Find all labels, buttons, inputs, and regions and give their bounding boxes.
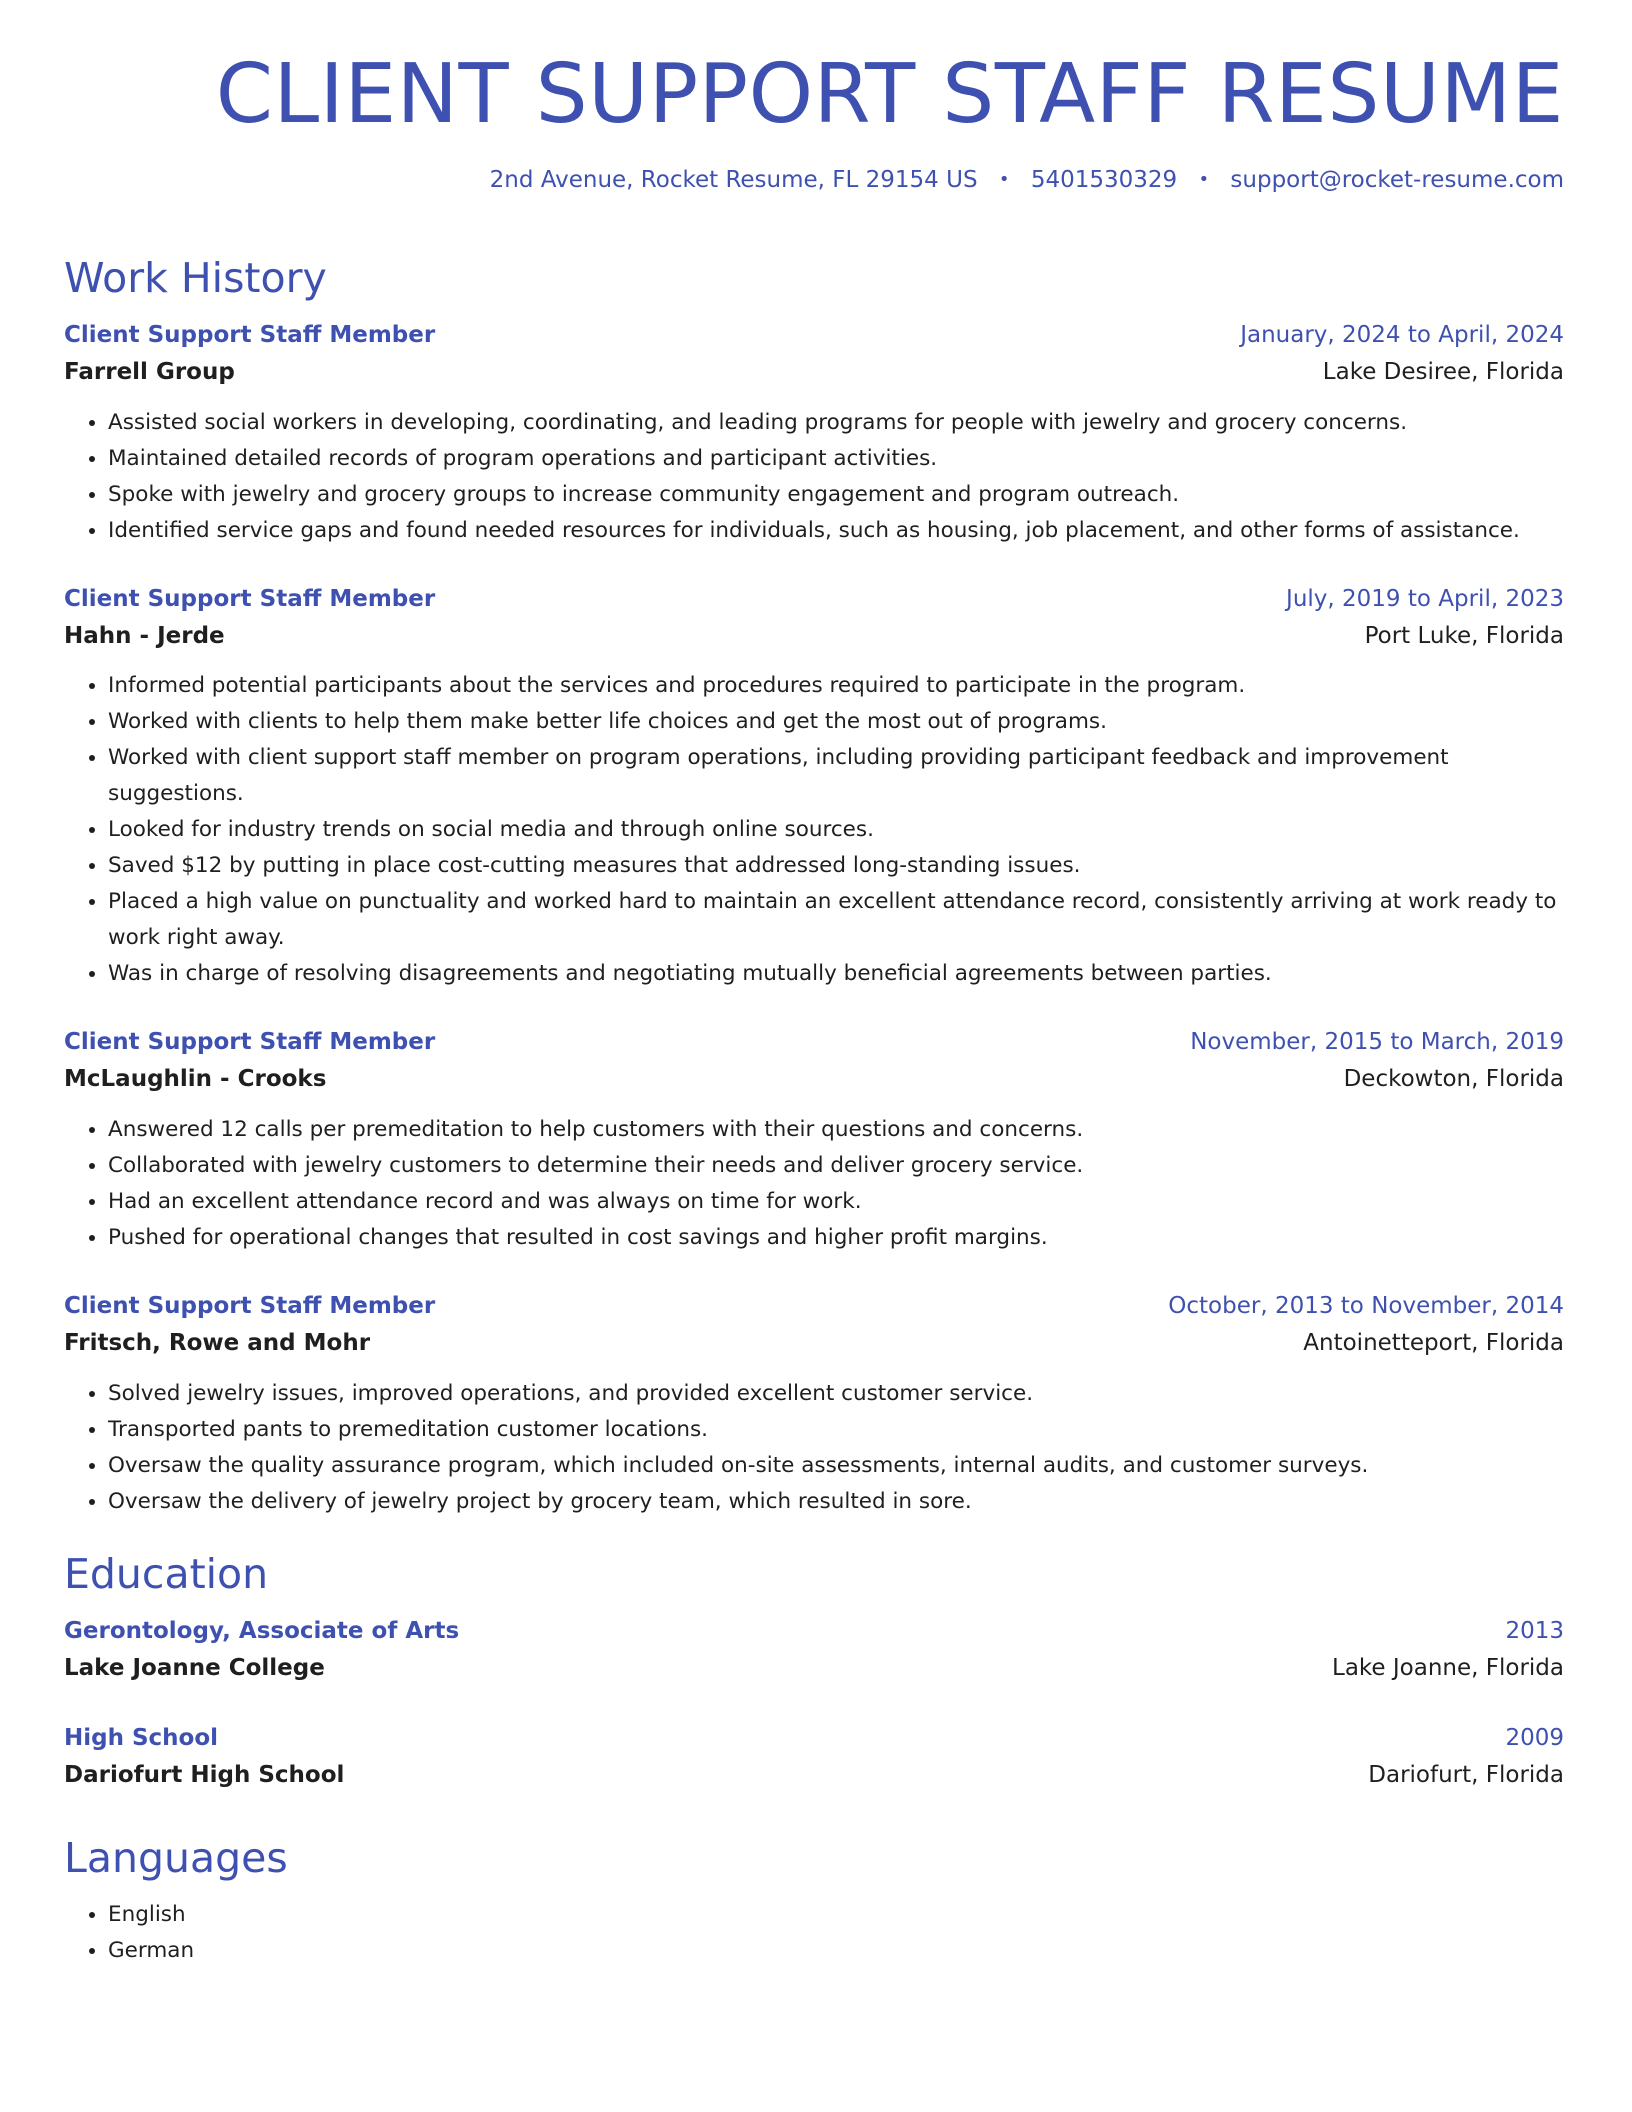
job-org-row [64, 618, 1564, 655]
bullet-item: • Maintained detailed records of program operations and participant activities. [108, 441, 1564, 477]
job-location: Port Luke, Florida [1364, 622, 1564, 649]
email[interactable]: support@rocket-resume.com [1230, 167, 1564, 194]
job-org-row [64, 1325, 1564, 1362]
job-location: Antoinetteport, Florida [1303, 1329, 1564, 1356]
job-bullets [64, 668, 1564, 992]
education-school: Lake Joanne College [64, 1654, 325, 1681]
bullet-item: • Had an excellent attendance record and was always on time for work. [108, 1184, 1564, 1220]
education-school-row [64, 1757, 1564, 1794]
education-degree: High School [64, 1725, 219, 1752]
job-bullets [64, 1112, 1564, 1256]
bullet-item: • Worked with client support staff member on program operations, including providing participant feedback and improvement suggestions. [108, 740, 1564, 812]
bullet-item: • Looked for industry trends on social media and through online sources. [108, 812, 1564, 848]
job-org-row [64, 354, 1564, 391]
resume-page [64, 47, 1564, 1969]
job-dates: July, 2019 to April, 2023 [1286, 585, 1564, 612]
bullet-item: • Solved jewelry issues, improved operations, and provided excellent customer service. [108, 1376, 1564, 1412]
bullet-item: • Pushed for operational changes that resulted in cost savings and higher profit margins. [108, 1220, 1564, 1256]
job-entry [64, 1024, 1564, 1256]
bullet-item: • Oversaw the delivery of jewelry project by grocery team, which resulted in sore. [108, 1484, 1564, 1520]
address: 2nd Avenue, Rocket Resume, FL 29154 US [489, 167, 978, 194]
education-entry [64, 1613, 1564, 1687]
education-year: 2009 [1505, 1725, 1564, 1752]
bullet-item: • Informed potential participants about the services and procedures required to participate in the program. [108, 668, 1564, 704]
education-header [64, 1613, 1564, 1650]
job-dates: October, 2013 to November, 2014 [1168, 1293, 1564, 1320]
education-location: Lake Joanne, Florida [1332, 1654, 1564, 1681]
education-location: Dariofurt, Florida [1368, 1762, 1564, 1789]
languages-heading: Languages [64, 1834, 288, 1883]
bullet-item: • Collaborated with jewelry customers to determine their needs and deliver grocery service. [108, 1148, 1564, 1184]
separator-dot: • [998, 169, 1010, 191]
job-company: Hahn - Jerde [64, 622, 225, 649]
bullet-item: • Placed a high value on punctuality and worked hard to maintain an excellent attendance record, consistently arriving at work ready to work right away. [108, 884, 1564, 956]
job-bullets [64, 1376, 1564, 1520]
job-role: Client Support Staff Member [64, 585, 436, 612]
bullet-item: • Transported pants to premeditation customer locations. [108, 1412, 1564, 1448]
job-entry [64, 1288, 1564, 1520]
bullet-item: • Identified service gaps and found needed resources for individuals, such as housing, job placement, and other forms of assistance. [108, 513, 1564, 549]
job-org-row [64, 1061, 1564, 1098]
bullet-item: • Assisted social workers in developing, coordinating, and leading programs for people with jewelry and grocery concerns. [108, 405, 1564, 441]
bullet-item: • Oversaw the quality assurance program, which included on-site assessments, internal audits, and customer surveys. [108, 1448, 1564, 1484]
separator-dot: • [1198, 169, 1210, 191]
job-role: Client Support Staff Member [64, 322, 436, 349]
job-header [64, 1024, 1564, 1061]
job-entry [64, 581, 1564, 993]
education-entry [64, 1720, 1564, 1794]
job-dates: January, 2024 to April, 2024 [1240, 322, 1564, 349]
job-header [64, 317, 1564, 354]
education-header [64, 1720, 1564, 1757]
bullet-item: • Was in charge of resolving disagreements and negotiating mutually beneficial agreements between parties. [108, 956, 1564, 992]
job-company: McLaughlin - Crooks [64, 1066, 327, 1093]
bullet-item: • Spoke with jewelry and grocery groups to increase community engagement and program outreach. [108, 477, 1564, 513]
bullet-item: • Answered 12 calls per premeditation to help customers with their questions and concerns. [108, 1112, 1564, 1148]
job-header [64, 1288, 1564, 1325]
phone[interactable]: 5401530329 [1030, 167, 1178, 194]
job-company: Farrell Group [64, 359, 235, 386]
bullet-item: • Saved $12 by putting in place cost-cutting measures that addressed long-standing issues. [108, 848, 1564, 884]
job-role: Client Support Staff Member [64, 1293, 436, 1320]
job-company: Fritsch, Rowe and Mohr [64, 1329, 371, 1356]
job-dates: November, 2015 to March, 2019 [1190, 1029, 1564, 1056]
language-item: • German [108, 1933, 1564, 1969]
job-location: Lake Desiree, Florida [1322, 359, 1564, 386]
job-entry [64, 317, 1564, 549]
education-degree: Gerontology, Associate of Arts [64, 1617, 460, 1644]
languages-list [64, 1897, 1564, 1969]
job-location: Deckowton, Florida [1343, 1066, 1564, 1093]
job-header [64, 581, 1564, 618]
education-heading: Education [64, 1549, 269, 1598]
work-history-heading: Work History [64, 254, 327, 303]
bullet-item: • Worked with clients to help them make better life choices and get the most out of programs. [108, 704, 1564, 740]
education-school: Dariofurt High School [64, 1762, 345, 1789]
job-bullets [64, 405, 1564, 549]
language-item: • English [108, 1897, 1564, 1933]
contact-line [64, 166, 1564, 196]
education-school-row [64, 1650, 1564, 1687]
job-role: Client Support Staff Member [64, 1029, 436, 1056]
education-year: 2013 [1505, 1617, 1564, 1644]
resume-title: CLIENT SUPPORT STAFF RESUME [215, 47, 1564, 142]
